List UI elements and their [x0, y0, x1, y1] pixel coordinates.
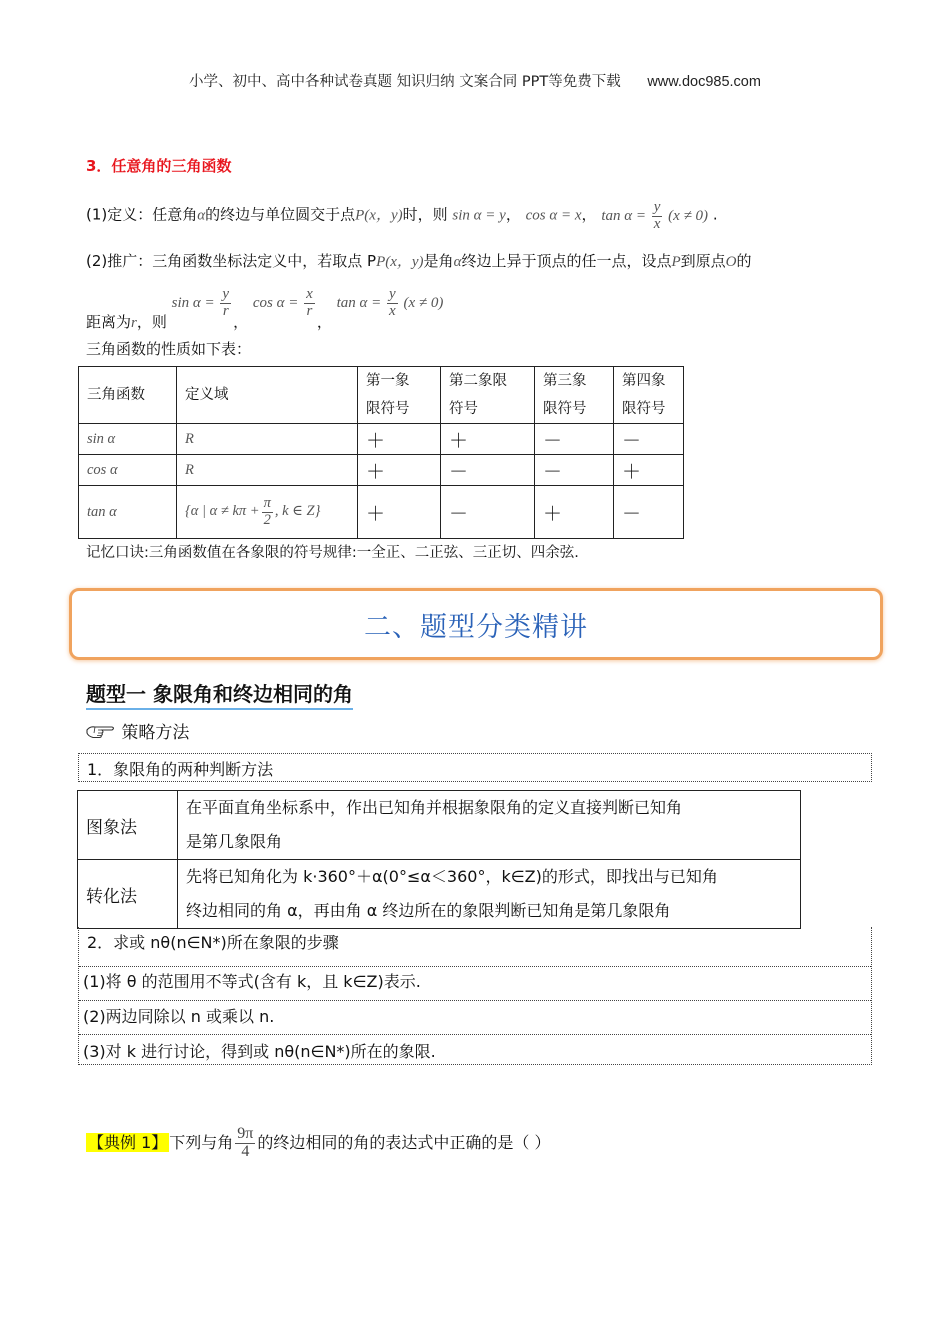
- steps-box: [78, 927, 872, 1065]
- question-type-title: 题型一 象限角和终边相同的角: [86, 678, 353, 710]
- methods-box: [78, 753, 872, 782]
- methods-title: 1．象限角的两种判断方法: [87, 760, 274, 779]
- table-header-cell: 第四象 限符号: [614, 367, 684, 424]
- generalization-line: (2)推广：三角函数坐标法定义中，若取点 PP(x，y)是角α终边上异于顶点的任一点，设点P到原点O的: [86, 252, 752, 270]
- table-row: 图象法 在平面直角坐标系中，作出已知角并根据象限角的定义直接判断已知角 是第几象限角: [78, 791, 801, 860]
- table-header-cell: 第三象 限符号: [535, 367, 614, 424]
- strategy-heading: 策略方法: [86, 718, 189, 743]
- angle-fraction: $\frac{9\pi}{4}$: [237, 1125, 254, 1160]
- cos-general: cos α = $\frac{x}{r}$: [252, 286, 313, 319]
- steps-title: 2．求或 nθ(n∈N*)所在象限的步骤: [87, 933, 339, 952]
- sin-def: sin α = y: [452, 207, 506, 224]
- header-url[interactable]: www.doc985.com: [647, 74, 761, 90]
- table-header-row: [79, 367, 684, 424]
- props-intro: 三角函数的性质如下表：: [86, 340, 252, 358]
- example-1: 【典例 1】 下列与角 $\frac{9\pi}{4}$ 的终边相同的角的表达式中正确的是（ ）: [88, 1125, 551, 1160]
- step-item: (2)两边同除以 n 或乘以 n.: [83, 1007, 275, 1026]
- table-header-cell: 定义域: [177, 367, 358, 424]
- step-item: (3)对 k 进行讨论，得到或 nθ(n∈N*)所在的象限.: [83, 1042, 436, 1061]
- sin-general: sin α = $\frac{y}{r}$: [171, 286, 230, 319]
- example-tag: 【典例 1】: [88, 1132, 168, 1152]
- pointing-hand-icon: [86, 723, 116, 739]
- tan-def: tan α = $\frac{y}{x}$ (x ≠ 0): [601, 199, 709, 232]
- tan-fraction: $\frac{y}{x}$: [653, 199, 661, 232]
- table-header-cell: 第一象 限符号: [358, 367, 441, 424]
- mnemonic: 记忆口诀:三角函数值在各象限的符号规律:一全正、二正弦、三正切、四余弦.: [86, 545, 579, 561]
- tan-general: tan α = $\frac{y}{x}$ (x ≠ 0): [336, 286, 444, 319]
- section-title: 3．任意角的三角函数: [86, 157, 232, 175]
- table-row: cos α R ＋ － － ＋: [79, 455, 684, 486]
- table-row: sin α R ＋ ＋ － －: [79, 424, 684, 455]
- point-p: P(x，y): [355, 207, 403, 224]
- banner-title: 二、题型分类精讲: [364, 611, 588, 643]
- table-row: 转化法 先将已知角化为 k·360°＋α(0°≤α＜360°，k∈Z)的形式，即找出与已知角 终边相同的角 α，再由角 α 终边所在的象限判断已知角是第几象限角: [78, 860, 801, 929]
- step-item: (1)将 θ 的范围用不等式(含有 k，且 k∈Z)表示.: [83, 972, 421, 991]
- table-row: tan α {α | α ≠ kπ + $\frac{\pi}{2}$ , k ∈ Z} ＋ － ＋ －: [79, 486, 684, 539]
- definition-line: (1)定义：任意角α的终边与单位圆交于点P(x，y)时，则 sin α = y， cos α = x， tan α = $\frac{y}{x}$ (x ≠ 0) .: [86, 199, 718, 232]
- page-header: [0, 70, 950, 91]
- generalization-line-2: 距离为r，则 sin α = $\frac{y}{r}$ ， cos α = $\frac{x}{r}$ ， tan α = $\frac{y}{x}$ (x ≠ 0): [86, 286, 444, 331]
- cos-def: cos α = x: [525, 207, 582, 224]
- header-text: 小学、初中、高中各种试卷真题 知识归纳 文案合同 PPT等免费下载: [189, 74, 621, 90]
- section-banner: [69, 588, 883, 660]
- methods-table: [77, 790, 801, 929]
- trig-properties-table: [78, 366, 684, 539]
- table-header-cell: 第二象限 符号: [441, 367, 535, 424]
- table-header-cell: 三角函数: [79, 367, 177, 424]
